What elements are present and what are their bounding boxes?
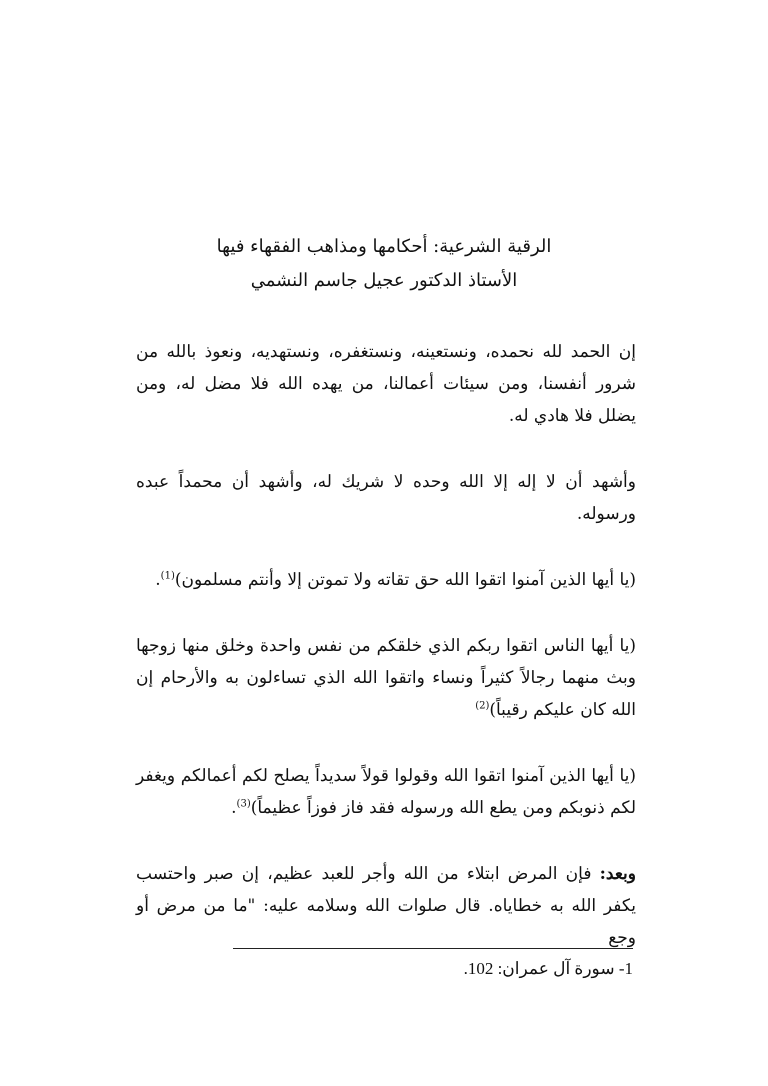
paragraph-verse-3 <box>136 760 636 824</box>
paragraph-lead: وبعد: <box>599 864 636 884</box>
document-body <box>136 336 636 988</box>
author-name: الأستاذ الدكتور عجيل جاسم النشمي <box>250 270 518 291</box>
paragraph-shahada <box>136 466 636 530</box>
paragraph-after <box>136 858 636 954</box>
paragraph-verse-1 <box>136 564 636 596</box>
title-block <box>0 232 768 296</box>
footnote-marker: (2) <box>475 700 490 712</box>
verse-tail: . <box>155 570 161 590</box>
paragraph-text: وأشهد أن لا إله إلا الله وحده لا شريك له، وأشهد أن محمداً عبده ورسوله. <box>136 472 636 524</box>
footnote <box>233 956 633 982</box>
verse-tail: . <box>231 798 237 818</box>
footnote-separator <box>233 948 633 949</box>
footnote-marker: (3) <box>236 798 251 810</box>
paragraph-text: إن الحمد لله نحمده، ونستعينه، ونستغفره، ونستهديه، ونعوذ بالله من شرور أنفسنا، ومن سيئات أعمالنا، من يهده الله فلا مضل له، ومن يضلل فلا هادي له. <box>136 342 636 426</box>
document-title: الرقية الشرعية: أحكامها ومذاهب الفقهاء فيها <box>216 236 552 257</box>
paragraph-opening <box>136 336 636 432</box>
footnote-text: 1- سورة آل عمران: 102. <box>463 959 633 978</box>
footnote-marker: (1) <box>160 570 175 582</box>
paragraph-verse-2 <box>136 630 636 726</box>
paragraph-text: فإن المرض ابتلاء من الله وأجر للعبد عظيم، إن صبر واحتسب يكفر الله به خطاياه. قال صلوات الله وسلامه عليه: "ما من مرض أو وجع <box>136 864 636 948</box>
verse-text: (يا أيها الذين آمنوا اتقوا الله وقولوا قولاً سديداً يصلح لكم أعمالكم ويغفر لكم ذنوبكم ومن يطع الله ورسوله فقد فاز فوزاً عظيماً) <box>136 766 636 818</box>
verse-text: (يا أيها الناس اتقوا ربكم الذي خلقكم من نفس واحدة وخلق منها زوجها وبث منهما رجالاً كثيراً ونساء واتقوا الله الذي تساءلون به والأرحام إن الله كان عليكم رقيباً) <box>136 636 636 720</box>
verse-text: (يا أيها الذين آمنوا اتقوا الله حق تقاته ولا تموتن إلا وأنتم مسلمون) <box>174 570 636 590</box>
